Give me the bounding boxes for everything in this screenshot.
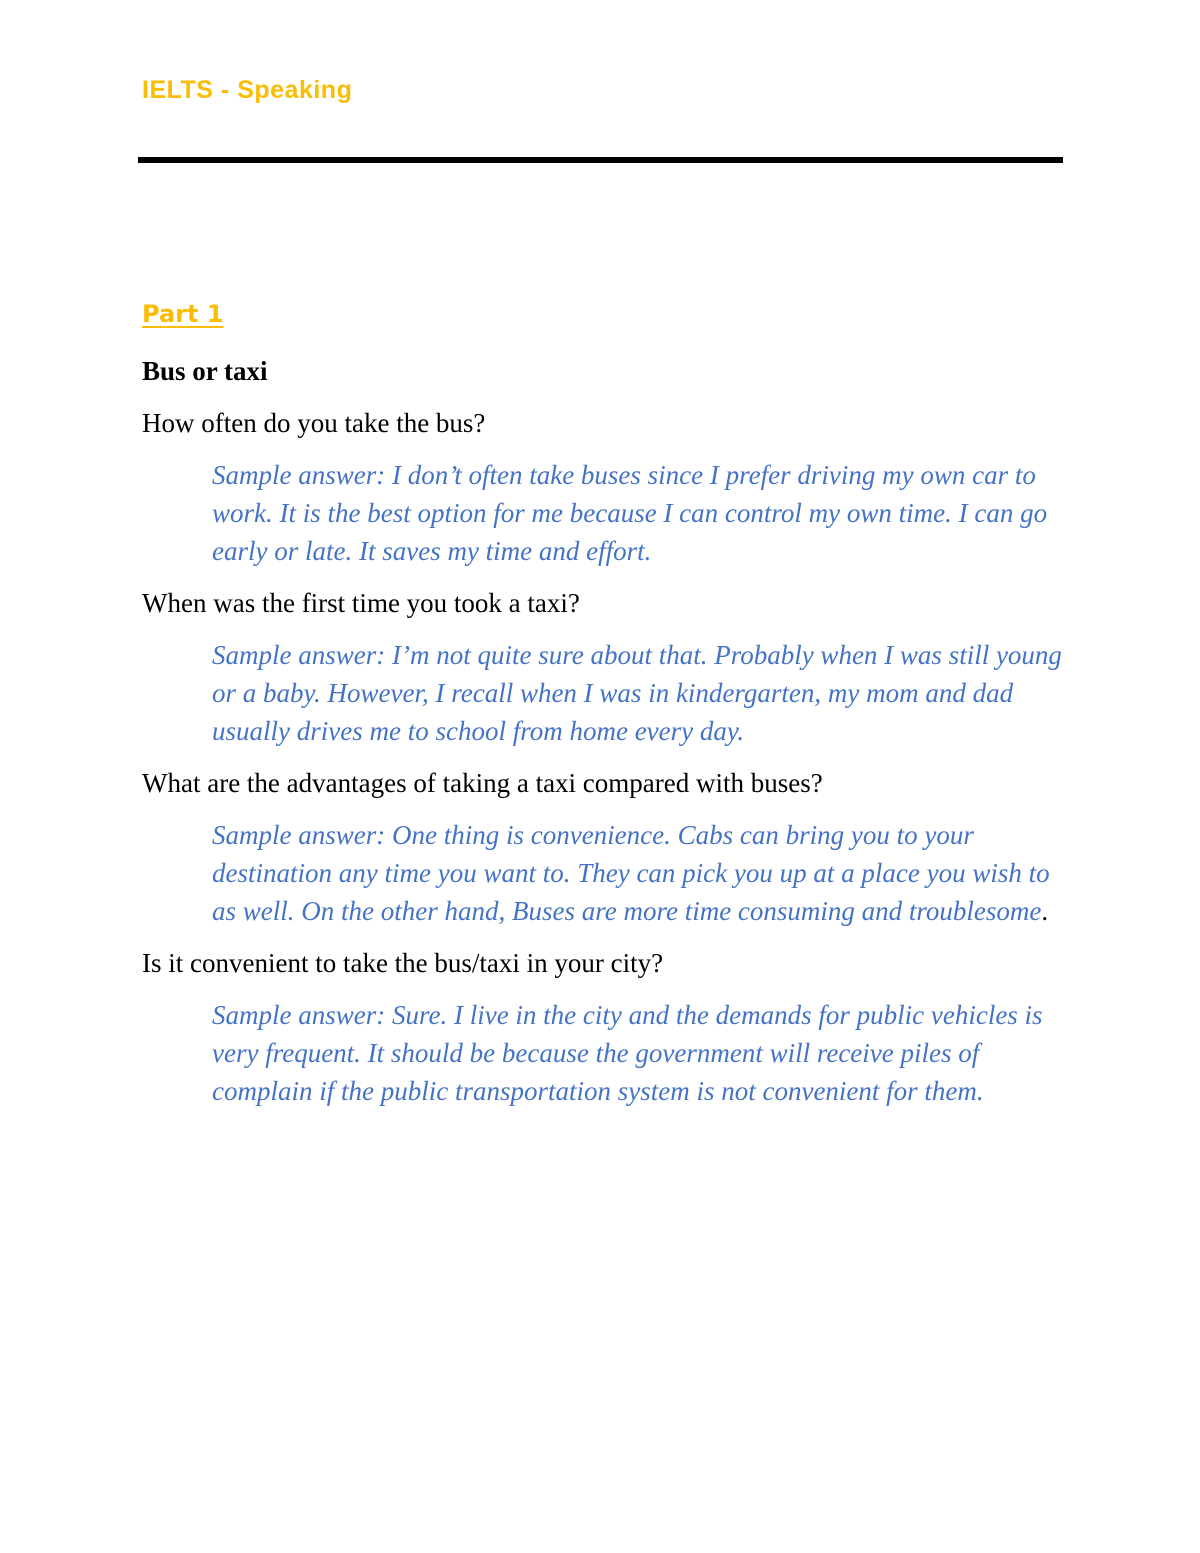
qa-item (142, 404, 1062, 570)
sample-answer (212, 996, 1062, 1110)
document-header-title: IELTS - Speaking (142, 76, 353, 104)
qa-item (142, 584, 1062, 750)
sample-answer-text: Sample answer: I don’t often take buses since I prefer driving my own car to work. It is the best option for me because I can control my own time. I can go early or late. It saves my time and effort. (212, 460, 1048, 566)
section-title: Bus or taxi (142, 356, 268, 386)
sample-answer (212, 456, 1062, 570)
qa-item (142, 764, 1062, 930)
question-text: How often do you take the bus? (142, 408, 486, 438)
document-body (142, 296, 1062, 1124)
sample-answer-text: Sample answer: One thing is convenience. Cabs can bring you to your destination any time you want to. They can pick you up at a place you wish to as well. On the other hand, Buses are more time consuming and troublesome (212, 820, 1050, 926)
sample-answer-text: Sample answer: I’m not quite sure about that. Probably when I was still young or a baby. However, I recall when I was in kindergarten, my mom and dad usually drives me to school from home every day. (212, 640, 1062, 746)
question-text: What are the advantages of taking a taxi compared with buses? (142, 768, 823, 798)
part-title: Part 1 (142, 300, 224, 328)
header-divider (138, 157, 1063, 163)
sample-answer (212, 816, 1062, 930)
qa-item (142, 944, 1062, 1110)
sample-answer (212, 636, 1062, 750)
sample-answer-tail: . (1041, 896, 1049, 926)
question-text: When was the first time you took a taxi? (142, 588, 580, 618)
sample-answer-text: Sample answer: Sure. I live in the city and the demands for public vehicles is very frequent. It should be because the government will receive piles of complain if the public transportation system is not convenient for them. (212, 1000, 1043, 1106)
question-text: Is it convenient to take the bus/taxi in your city? (142, 948, 664, 978)
